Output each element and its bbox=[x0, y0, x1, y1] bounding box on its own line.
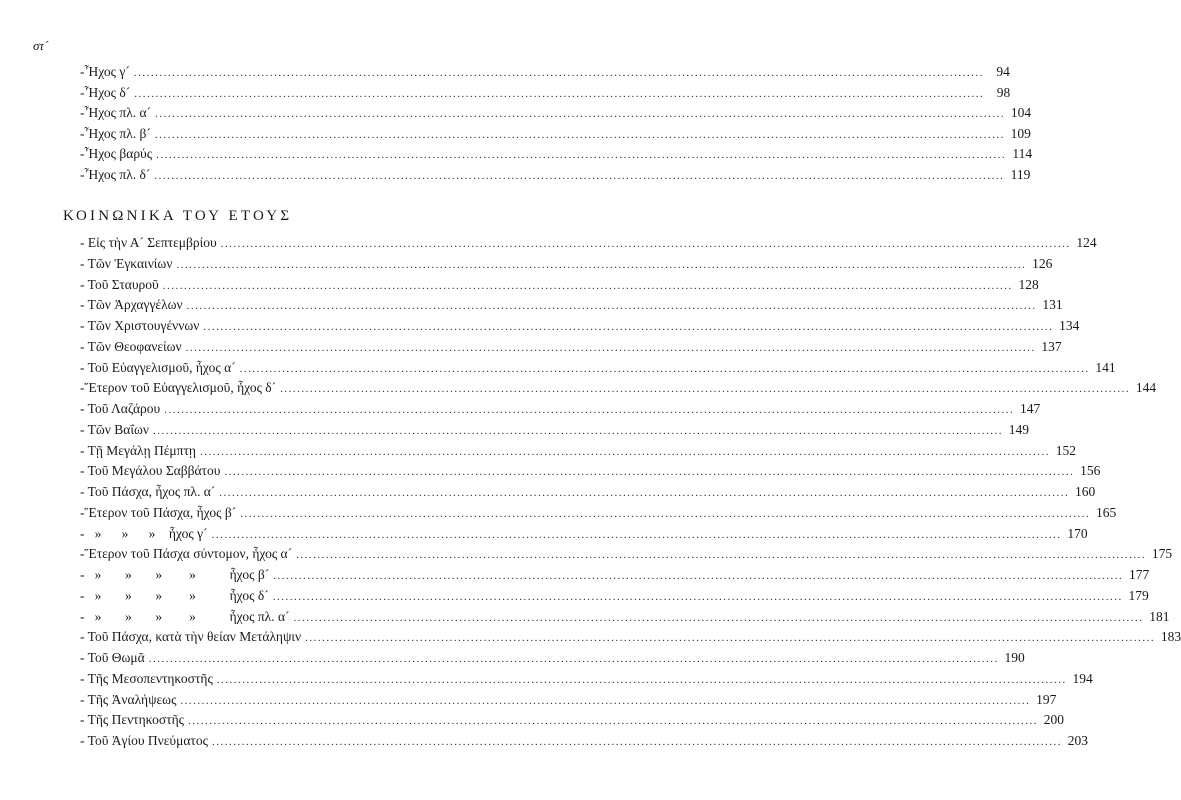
dot-leader: ........................................................................................................................................................................................................ bbox=[176, 258, 1027, 271]
toc-entry-page: 124 bbox=[1076, 235, 1097, 250]
toc-entry bbox=[80, 629, 1181, 649]
toc-entry-label: - » » » ἦχος γ´ bbox=[80, 525, 208, 541]
toc-entry bbox=[80, 401, 1041, 421]
toc-entry-page: 183 bbox=[1160, 629, 1181, 645]
toc-entry bbox=[80, 484, 1096, 504]
toc-entry-page: 134 bbox=[1059, 318, 1080, 333]
toc-entry bbox=[80, 166, 1031, 187]
dot-leader: ........................................................................................................................................................................................................ bbox=[240, 507, 1091, 520]
dot-leader: ........................................................................................................................................................................................................ bbox=[148, 653, 999, 665]
toc-entry bbox=[80, 359, 1116, 380]
toc-entry-page: 128 bbox=[1018, 276, 1039, 292]
toc-entry-label: - » » » » ἦχος β´ bbox=[80, 567, 270, 582]
toc-entry-page: 147 bbox=[1019, 401, 1041, 416]
toc-entry-label: - Εἰς τὴν Α´ Σεπτεμβρίου bbox=[80, 235, 217, 250]
toc-entry-page: 98 bbox=[996, 84, 1011, 100]
toc-entry bbox=[80, 525, 1088, 546]
toc-entry-page: 131 bbox=[1042, 297, 1063, 313]
toc-entry-label: -Ἦχος πλ. β´ bbox=[80, 125, 151, 141]
toc-entry-label: - Τοῦ Ἁγίου Πνεύματος bbox=[80, 733, 208, 748]
toc-entry-label: - Τοῦ Θωμᾶ bbox=[80, 650, 145, 665]
toc-entry bbox=[80, 64, 1010, 84]
toc-entry-label: - Τῆς Ἀναλήψεως bbox=[80, 691, 177, 707]
dot-leader: ........................................................................................................................................................................................................ bbox=[211, 736, 1062, 748]
section-title: ΚΟΙΝΩΝΙΚΑ ΤΟΥ ΕΤΟΥΣ bbox=[63, 208, 293, 224]
dot-leader: ........................................................................................................................................................................................................ bbox=[180, 694, 1031, 707]
toc-entry-page: 149 bbox=[1008, 421, 1029, 437]
dot-leader: ........................................................................................................................................................................................................ bbox=[164, 404, 1015, 416]
toc-entry bbox=[80, 733, 1088, 753]
toc-entry-page: 177 bbox=[1128, 567, 1150, 582]
toc-entry-page: 152 bbox=[1055, 442, 1076, 458]
page-number: στ´ bbox=[33, 38, 49, 53]
toc-entry-label: - » » » » ἦχος πλ. α´ bbox=[80, 608, 290, 624]
dot-leader: ........................................................................................................................................................................................................ bbox=[156, 149, 1007, 161]
toc-entry-page: 181 bbox=[1149, 608, 1170, 624]
dot-leader: ........................................................................................................................................................................................................ bbox=[185, 341, 1036, 354]
toc-entry-label: -Ἦχος πλ. α´ bbox=[80, 105, 152, 120]
toc-entry-page: 109 bbox=[1010, 125, 1031, 141]
toc-entry-label: - Τῇ Μεγάλῃ Πέμπτῃ bbox=[80, 442, 196, 458]
dot-leader: ........................................................................................................................................................................................................ bbox=[239, 362, 1090, 375]
toc-entry-label: - Τῶν Ἐγκαινίων bbox=[80, 255, 173, 271]
toc-entry-page: 197 bbox=[1036, 691, 1057, 707]
toc-entry bbox=[80, 255, 1053, 276]
toc-entry-page: 144 bbox=[1135, 380, 1157, 396]
toc-entry-label: -Ἕτερον τοῦ Πάσχα, ἦχος β´ bbox=[80, 504, 237, 520]
toc-entry-label: -Ἦχος πλ. δ´ bbox=[80, 166, 151, 182]
toc-entry-label: - » » » » ἦχος δ´ bbox=[80, 587, 269, 603]
toc-entry-page: 179 bbox=[1128, 587, 1149, 603]
toc-entry-label: - Τῆς Πεντηκοστῆς bbox=[80, 712, 185, 728]
dot-leader: ........................................................................................................................................................................................................ bbox=[186, 300, 1037, 313]
toc-entry-label: - Τοῦ Μεγάλου Σαββάτου bbox=[80, 463, 221, 479]
toc-entry bbox=[80, 380, 1157, 400]
toc-entry-label: - Τοῦ Πάσχα, κατὰ τὴν θείαν Μετάληψιν bbox=[80, 629, 302, 645]
toc-entry bbox=[80, 125, 1031, 146]
toc-entry-page: 156 bbox=[1080, 463, 1101, 479]
toc-entry-page: 137 bbox=[1041, 338, 1062, 354]
dot-leader: ........................................................................................................................................................................................................ bbox=[273, 570, 1124, 582]
dot-leader: ........................................................................................................................................................................................................ bbox=[216, 673, 1067, 686]
dot-leader: ........................................................................................................................................................................................................ bbox=[203, 321, 1054, 333]
toc-entry-page: 170 bbox=[1067, 525, 1088, 541]
dot-leader: ........................................................................................................................................................................................................ bbox=[272, 590, 1123, 603]
dot-leader: ........................................................................................................................................................................................................ bbox=[224, 466, 1075, 479]
toc-entry-page: 119 bbox=[1010, 166, 1031, 182]
toc-entry-label: - Τοῦ Σταυροῦ bbox=[80, 276, 159, 292]
dot-leader: ........................................................................................................................................................................................................ bbox=[199, 445, 1050, 458]
dot-leader: ........................................................................................................................................................................................................ bbox=[293, 611, 1144, 624]
toc-entry bbox=[80, 84, 1011, 105]
toc-entry bbox=[80, 421, 1029, 442]
dot-leader: ........................................................................................................................................................................................................ bbox=[211, 528, 1062, 541]
toc-entry bbox=[80, 105, 1032, 125]
toc-entry-page: 203 bbox=[1067, 733, 1088, 748]
toc-entry bbox=[80, 504, 1117, 525]
toc-entry bbox=[80, 546, 1173, 566]
toc-entry-page: 175 bbox=[1151, 546, 1173, 562]
toc-entry bbox=[80, 276, 1039, 297]
toc-entry bbox=[80, 691, 1057, 712]
dot-leader: ........................................................................................................................................................................................................ bbox=[133, 67, 984, 79]
dot-leader: ........................................................................................................................................................................................................ bbox=[162, 279, 1013, 292]
toc-entry-label: - Τοῦ Πάσχα, ἦχος πλ. α´ bbox=[80, 484, 216, 499]
toc-entry-page: 194 bbox=[1072, 670, 1093, 686]
dot-leader: ........................................................................................................................................................................................................ bbox=[152, 424, 1003, 437]
toc-entry bbox=[80, 338, 1062, 359]
toc-entry bbox=[80, 318, 1080, 338]
toc-entry bbox=[80, 567, 1150, 587]
toc-entry bbox=[80, 297, 1063, 317]
toc-entry bbox=[80, 146, 1033, 166]
toc-entry-label: - Τῶν Θεοφανείων bbox=[80, 338, 182, 354]
dot-leader: ........................................................................................................................................................................................................ bbox=[280, 383, 1131, 396]
dot-leader: ........................................................................................................................................................................................................ bbox=[220, 238, 1071, 250]
toc-entry bbox=[80, 442, 1076, 463]
toc-entry bbox=[80, 463, 1101, 483]
toc-entry-label: - Τῶν Ἀρχαγγέλων bbox=[80, 297, 183, 313]
toc-entry bbox=[80, 608, 1170, 629]
toc-entry bbox=[80, 235, 1097, 255]
dot-leader: ........................................................................................................................................................................................................ bbox=[296, 549, 1147, 562]
toc-entry-page: 94 bbox=[996, 64, 1010, 79]
toc-entry-page: 160 bbox=[1075, 484, 1096, 499]
toc-entry-page: 114 bbox=[1012, 146, 1033, 161]
toc-entry-page: 190 bbox=[1004, 650, 1025, 665]
toc-entry-label: -Ἕτερον τοῦ Πάσχα σύντομον, ἦχος α´ bbox=[80, 546, 293, 562]
toc-entry bbox=[80, 650, 1025, 670]
toc-entry-label: -Ἦχος γ´ bbox=[80, 64, 130, 79]
dot-leader: ........................................................................................................................................................................................................ bbox=[188, 715, 1039, 728]
toc-entry-page: 141 bbox=[1095, 359, 1116, 375]
toc-entry-label: - Τοῦ Λαζάρου bbox=[80, 401, 161, 416]
toc-entry-page: 126 bbox=[1032, 255, 1053, 271]
toc-entry-page: 200 bbox=[1043, 712, 1065, 728]
dot-leader: ........................................................................................................................................................................................................ bbox=[154, 169, 1005, 182]
dot-leader: ........................................................................................................................................................................................................ bbox=[154, 128, 1005, 141]
toc-entry-label: - Τῶν Βαΐων bbox=[80, 421, 149, 437]
toc-entry-page: 165 bbox=[1095, 504, 1117, 520]
toc-entry-label: - Τοῦ Εὐαγγελισμοῦ, ἦχος α´ bbox=[80, 359, 236, 375]
dot-leader: ........................................................................................................................................................................................................ bbox=[155, 108, 1006, 120]
toc-entry-label: -Ἦχος δ´ bbox=[80, 84, 131, 100]
toc-entry-label: -Ἦχος βαρύς bbox=[80, 146, 153, 161]
dot-leader: ........................................................................................................................................................................................................ bbox=[305, 632, 1156, 645]
toc-entry bbox=[80, 670, 1093, 691]
toc-entry bbox=[80, 587, 1149, 608]
dot-leader: ........................................................................................................................................................................................................ bbox=[134, 87, 985, 100]
toc-entry-label: - Τῆς Μεσοπεντηκοστῆς bbox=[80, 670, 213, 686]
toc-entry-label: - Τῶν Χριστουγέννων bbox=[80, 318, 200, 333]
dot-leader: ........................................................................................................................................................................................................ bbox=[219, 487, 1070, 499]
toc-entry bbox=[80, 712, 1065, 732]
toc-entry-label: -Ἕτερον τοῦ Εὐαγγελισμοῦ, ἦχος δ´ bbox=[80, 380, 277, 396]
toc-entry-page: 104 bbox=[1010, 105, 1032, 120]
